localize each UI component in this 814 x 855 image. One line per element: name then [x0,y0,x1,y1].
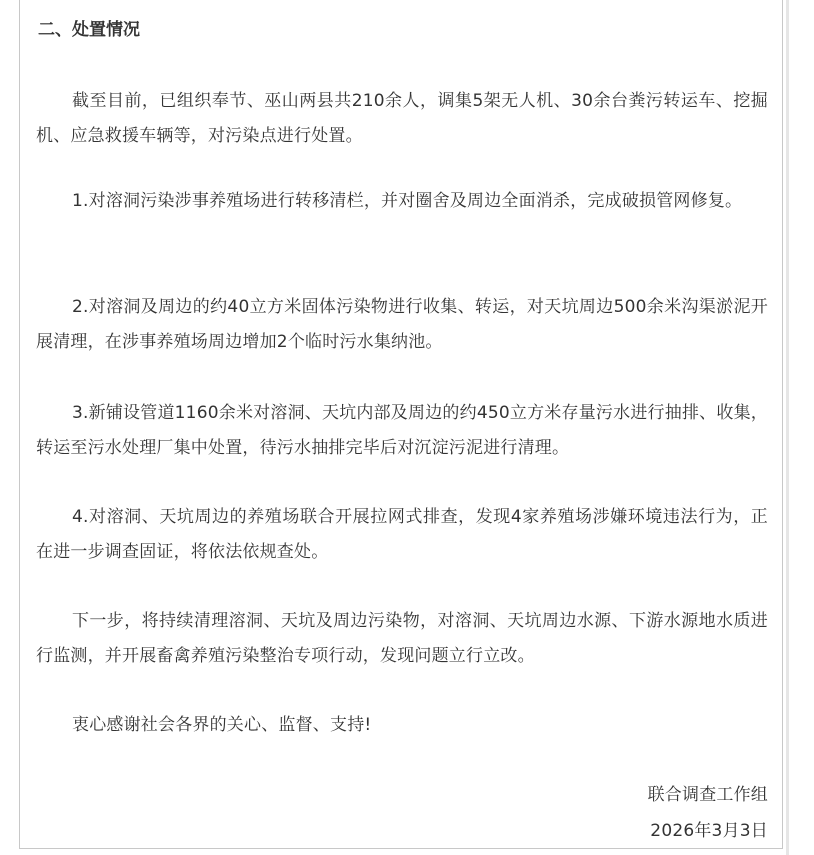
signature: 联合调查工作组 [647,785,768,805]
paragraph-item-1: 1.对溶洞污染涉事养殖场进行转移清栏，并对圈舍及周边全面消杀，完成破损管网修复。 [72,191,743,211]
paragraph-summary: 截至目前，已组织奉节、巫山两县共210余人，调集5架无人机、30余台粪污转运车、挖掘机、应急救援车辆等，对污染点进行处置。 [36,91,768,146]
paragraph-next-step: 下一步，将持续清理溶洞、天坑及周边污染物，对溶洞、天坑周边水源、下游水源地水质进行监测，并开展畜禽养殖污染整治专项行动，发现问题立行立改。 [36,611,768,666]
paragraph-item-4: 4.对溶洞、天坑周边的养殖场联合开展拉网式排查，发现4家养殖场涉嫌环境违法行为，正在进一步调查固证，将依法依规查处。 [36,507,768,562]
paragraph-item-3: 3.新铺设管道1160余米对溶洞、天坑内部及周边的约450立方米存量污水进行抽排、收集，转运至污水处理厂集中处置，待污水抽排完毕后对沉淀污泥进行清理。 [36,403,768,458]
section-heading: 二、处置情况 [38,20,140,40]
paragraph-thanks: 衷心感谢社会各界的关心、监督、支持! [72,715,372,735]
scrollbar-track[interactable] [786,0,789,855]
document-date: 2026年3月3日 [650,821,768,841]
paragraph-item-2: 2.对溶洞及周边的约40立方米固体污染物进行收集、转运，对天坑周边500余米沟渠淤泥开展清理，在涉事养殖场周边增加2个临时污水集纳池。 [36,297,768,352]
